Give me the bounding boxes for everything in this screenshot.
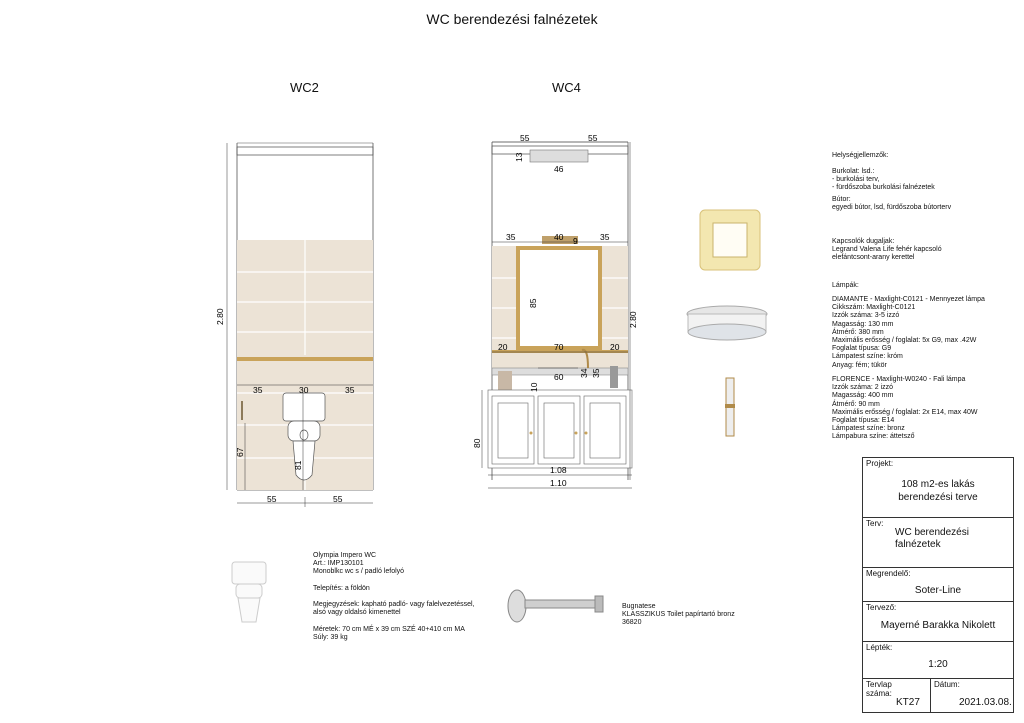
spec-furniture: Bútor: egyedi bútor, lsd, fürdőszoba bútorterv (832, 196, 952, 212)
plan-value: WC berendezési falnézetek (895, 527, 969, 550)
wc4-dim-basin-w: 60 (554, 372, 564, 382)
ceiling-lamp-image (682, 296, 772, 354)
toilet-product-text: Olympia Impero WC Art.: IMP130101 Monoblkc wc s / padló lefolyó Telepítés: a földön Megjegyzések: kapható padló- vagy falelvezetéssel, alsó vagy oldalsó kimenettel Méretek: 70 cm MÉ x 39 cm SZÉ 40+410 cm MA Súly: 39 kg (313, 552, 475, 642)
wc2-dim-top-mid: 30 (299, 385, 309, 395)
wc4-dim-mirror-gap: 9 (573, 236, 578, 246)
wc4-dim-inner-w: 1.08 (550, 465, 567, 475)
wc4-dim-lamp-w: 46 (554, 164, 564, 174)
wc2-dim-height: 2.80 (215, 308, 225, 325)
wc4-dim-sink-mid: 70 (554, 342, 564, 352)
spec-lamps-header: Lámpák: (832, 282, 859, 289)
wc4-dim-mirror-h: 85 (528, 298, 538, 308)
wc4-dim-lamp-h: 13 (514, 152, 524, 162)
wc2-dim-top-left: 35 (253, 385, 263, 395)
paper-holder-image (505, 586, 610, 626)
scale-label: Lépték: (866, 643, 893, 652)
project-label: Projekt: (866, 459, 894, 468)
wc2-dim-holder: 67 (235, 447, 245, 457)
plan-label: Terv: (866, 519, 884, 528)
wc4-dim-basin-h: 10 (529, 382, 539, 392)
scale-value: 1:20 (928, 659, 948, 670)
wc2-elevation (215, 135, 390, 510)
designer-value: Mayerné Barakka Nikolett (880, 620, 996, 631)
wc4-dim-sink-right: 20 (610, 342, 620, 352)
wc2-cornice (237, 147, 373, 155)
spec-header: Helységjellemzők: (832, 152, 889, 159)
spec-diamante: DIAMANTE - Maxlight-C0121 - Mennyezet lámpa Cikkszám: Maxlight-C0121 Izzók száma: 3-5 izzó Magasság: 130 mm Átmérő: 380 mm Maximális erősség / foglalat: 5x G9, max .42W Foglalat típusa: G9 Lámpatest színe: króm Anyag: fém; tükör (832, 296, 985, 369)
designer-label: Tervező: (866, 603, 897, 612)
date-label: Dátum: (934, 680, 960, 689)
wc4-dim-tap-h: 34 (579, 368, 589, 378)
project-value: 108 m2-es lakás berendezési terve (898, 479, 978, 503)
wc2-dim-top-right: 35 (345, 385, 355, 395)
paper-holder-text: Bugnatese KLASSZIKUS Toilet papírtartó bronz 36820 (622, 603, 735, 627)
spec-tiling: Burkolat: lsd.: - burkolási terv, - fürdőszoba burkolási falnézetek (832, 168, 935, 192)
sheet-no-label: Tervlap száma: (866, 680, 892, 698)
wall-lamp-image (722, 376, 738, 438)
sheet-no-value: KT27 (896, 697, 920, 708)
wc4-dim-tap-side: 35 (591, 368, 601, 378)
sheet-title: WC berendezési falnézetek (426, 11, 598, 27)
spec-florence: FLORENCE - Maxlight-W0240 - Fali lámpa Izzók száma: 2 izzó Magasság: 400 mm Átmérő: 90 mm Maximális erősség / foglalat: 2x E14, max 40W Foglalat típusa: E14 Lámpatest színe: bronz Lámpabura színe: áttetsző (832, 376, 978, 441)
wc4-mirror (518, 248, 600, 348)
wc4-dim-top-right: 55 (588, 133, 598, 143)
wc4-view-title: WC4 (552, 80, 581, 95)
wc4-elevation (470, 128, 640, 513)
wc2-view-title: WC2 (290, 80, 319, 95)
wc4-dim-mirror-mid: 40 (554, 232, 564, 242)
wc4-dim-sink-left: 20 (498, 342, 508, 352)
wc4-dim-height: 2.80 (628, 311, 638, 328)
wc4-dim-cabinet-h: 80 (472, 438, 482, 448)
wc4-vanity-cabinet (488, 390, 632, 468)
wc4-ceiling-lamp (530, 150, 588, 162)
switch-image (698, 208, 762, 272)
wc2-dim-right: 55 (333, 494, 343, 504)
wc4-dim-outer-w: 1.10 (550, 478, 567, 488)
toilet-product-image (228, 558, 270, 626)
wc4-dim-top-left: 55 (520, 133, 530, 143)
client-value: Soter-Line (914, 585, 962, 596)
wc2-dim-left: 55 (267, 494, 277, 504)
date-value: 2021.03.08. (959, 697, 1012, 708)
wc2-gold-strip (237, 357, 373, 361)
client-label: Megrendelő: (866, 569, 911, 578)
spec-switches: Kapcsolók dugaljak: Legrand Valena Life fehér kapcsoló elefántcsont-arany kerettel (832, 238, 942, 262)
wc4-dim-mirror-left: 35 (506, 232, 516, 242)
wc4-dim-mirror-right: 35 (600, 232, 610, 242)
title-block (862, 457, 1014, 713)
wc2-dim-toilet: 81 (293, 460, 303, 470)
